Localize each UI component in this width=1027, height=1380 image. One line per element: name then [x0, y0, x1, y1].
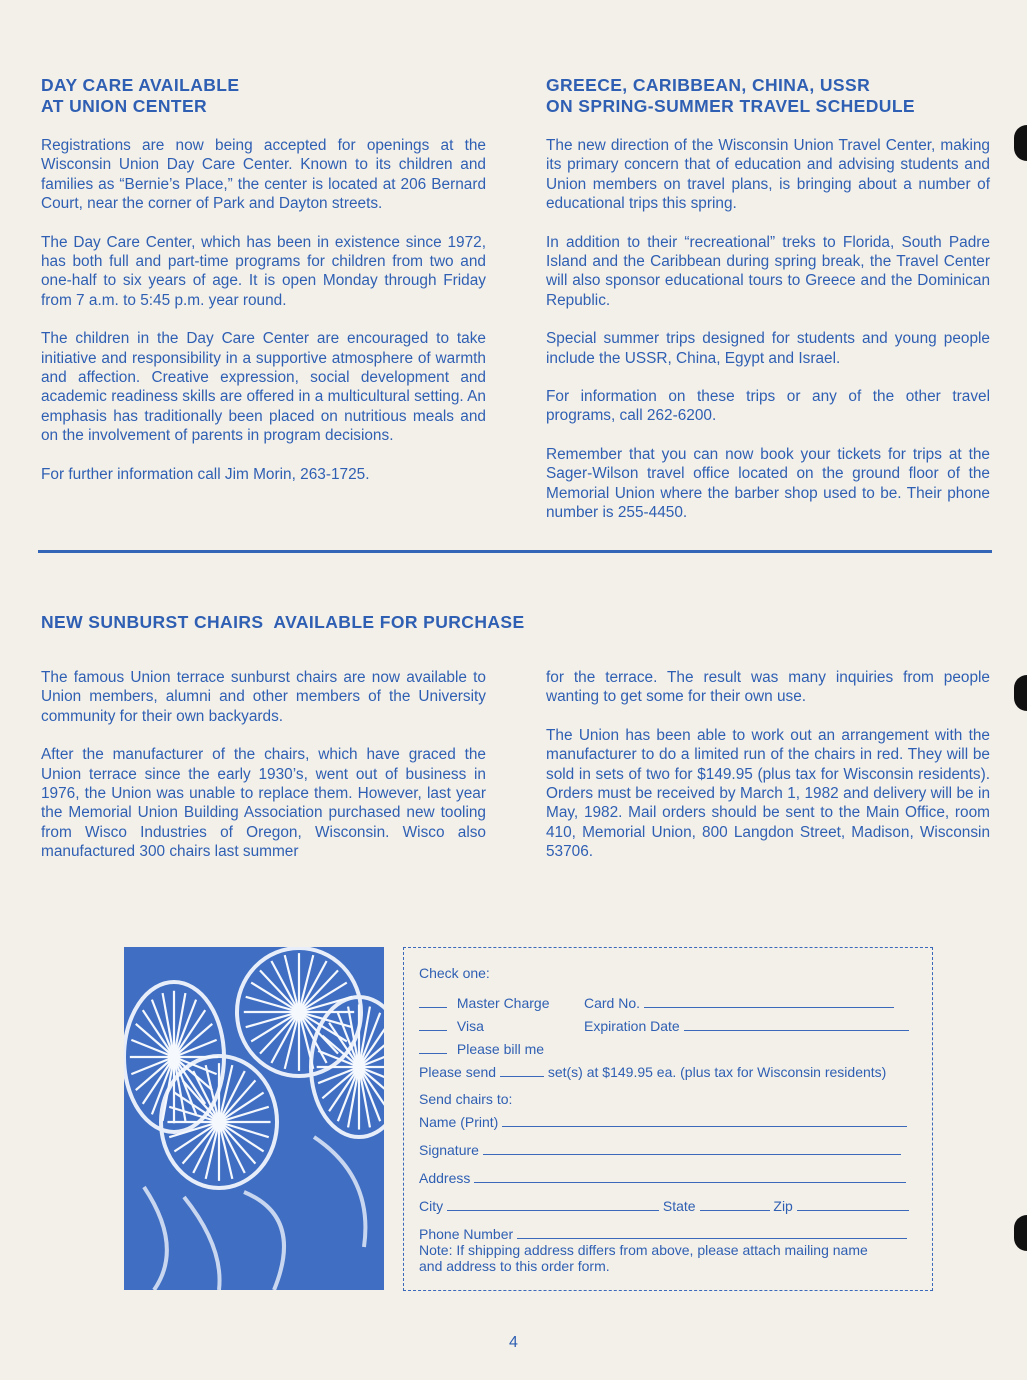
- day-care-paragraph: The Day Care Center, which has been in existence since 1972, has both full and part-time programs for children from two and one-half to six years of age. It is open Monday through Friday from 7 a.m. to 5:45 p.m. year round.: [41, 233, 486, 309]
- phone-label: Phone Number: [419, 1226, 514, 1242]
- card-number-label: Card No.: [584, 995, 641, 1011]
- chair-hub: [354, 1062, 364, 1072]
- travel-paragraph: Special summer trips designed for students and young people include the USSR, China, Egypt and Israel.: [546, 330, 990, 367]
- chairs-paragraph: The famous Union terrace sunburst chairs are now available to Union members, alumni and other members of the University community for their own backyards.: [41, 669, 486, 725]
- quantity-field[interactable]: [500, 1064, 544, 1077]
- section-divider: [38, 550, 992, 553]
- signature-field[interactable]: [483, 1142, 901, 1155]
- chair-hub: [214, 1117, 224, 1127]
- master-charge-checkbox[interactable]: [419, 995, 447, 1008]
- chair-hub: [169, 1052, 179, 1062]
- form-note: Note: If shipping address differs from above, please attach mailing name and address to this order form.: [419, 1242, 868, 1274]
- expiration-date-field[interactable]: [684, 1018, 909, 1031]
- check-one-label: Check one:: [419, 965, 490, 981]
- punch-hole: [1014, 1215, 1027, 1251]
- sets-price-label: set(s) at $149.95 ea. (plus tax for Wisconsin residents): [547, 1064, 887, 1080]
- travel-paragraph: For information on these trips or any of the other travel programs, call 262-6200.: [546, 388, 990, 425]
- phone-field[interactable]: [517, 1226, 907, 1239]
- travel-title: GREECE, CARIBBEAN, CHINA, USSR ON SPRING-SUMMER TRAVEL SCHEDULE: [546, 75, 915, 116]
- chairs-paragraph: for the terrace. The result was many inquiries from people wanting to get some for their own use.: [546, 669, 990, 706]
- state-label: State: [662, 1198, 696, 1214]
- punch-hole: [1014, 125, 1027, 161]
- chairs-paragraph: After the manufacturer of the chairs, which have graced the Union terrace since the early 1930’s, went out of business in 1976, the Union was unable to replace them. However, last year the Memorial Union Building Association purchased new tooling from Wisco Industries of Oregon, Wisconsin. Wisco also manufactured 300 chairs last summer: [41, 746, 486, 861]
- day-care-title: DAY CARE AVAILABLE AT UNION CENTER: [41, 75, 240, 116]
- send-to-label: Send chairs to:: [419, 1091, 513, 1107]
- city-label: City: [419, 1198, 444, 1214]
- day-care-paragraph: Registrations are now being accepted for openings at the Wisconsin Union Day Care Center. Known to its children and families as “Bernie’s Place,” the center is located at 206 Bernard Court, near the corner of Park and Dayton streets.: [41, 137, 486, 213]
- day-care-paragraph: For further information call Jim Morin, 263-1725.: [41, 465, 370, 483]
- signature-label: Signature: [419, 1142, 479, 1158]
- travel-article: [546, 75, 990, 542]
- bill-me-checkbox[interactable]: [419, 1041, 447, 1054]
- card-number-field[interactable]: [644, 995, 894, 1008]
- visa-label: Visa: [456, 1018, 484, 1034]
- chairs-right-column: [546, 668, 990, 881]
- state-field[interactable]: [700, 1198, 770, 1211]
- expiration-date-label: Expiration Date: [584, 1018, 680, 1034]
- bill-me-label: Please bill me: [456, 1041, 545, 1057]
- page-number: 4: [509, 1334, 518, 1351]
- chairs-title: NEW SUNBURST CHAIRS AVAILABLE FOR PURCHASE: [41, 612, 525, 632]
- chairs-paragraph: The Union has been able to work out an arrangement with the manufacturer to do a limited run of the chairs in red. They will be sold in sets of two for $149.95 (plus tax for Wisconsin residents). Orders must be received by March 1, 1982 and delivery will be in May, 1982. Mail orders should be sent to the Main Office, room 410, Memorial Union, 800 Langdon Street, Madison, Wisconsin 53706.: [546, 726, 990, 861]
- address-field[interactable]: [474, 1170, 906, 1183]
- travel-paragraph: In addition to their “recreational” treks to Florida, South Padre Island and the Caribbean during spring break, the Travel Center will also sponsor educational tours to Greece and the Dominican Republic.: [546, 233, 990, 309]
- name-label: Name (Print): [419, 1114, 499, 1130]
- day-care-article: [41, 75, 486, 503]
- address-label: Address: [419, 1170, 471, 1186]
- order-form: [403, 947, 933, 1291]
- travel-paragraph: Remember that you can now book your tickets for trips at the Sager-Wilson travel office located on the ground floor of the Memorial Union where the barber shop used to be. Their phone number is 255-4450.: [546, 445, 990, 522]
- travel-paragraph: The new direction of the Wisconsin Union Travel Center, making its primary concern that of education and advising students and Union members on travel plans, is bringing about a number of educational trips this spring.: [546, 137, 990, 213]
- chairs-left-column: [41, 668, 486, 881]
- master-charge-label: Master Charge: [456, 995, 550, 1011]
- visa-checkbox[interactable]: [419, 1018, 447, 1031]
- chair-hub: [294, 1007, 304, 1017]
- zip-field[interactable]: [797, 1198, 909, 1211]
- sunburst-chairs-photo: [124, 947, 384, 1290]
- name-field[interactable]: [502, 1114, 907, 1127]
- please-send-label: Please send: [419, 1064, 497, 1080]
- punch-hole: [1014, 675, 1027, 711]
- day-care-paragraph: The children in the Day Care Center are encouraged to take initiative and responsibility in a supportive atmosphere of warmth and affection. Creative expression, social development and academic readiness skills are offered in a multicultural setting. An emphasis has traditionally been placed on nutritious meals and on the involvement of parents in program decisions.: [41, 330, 486, 445]
- city-field[interactable]: [447, 1198, 659, 1211]
- zip-label: Zip: [773, 1198, 793, 1214]
